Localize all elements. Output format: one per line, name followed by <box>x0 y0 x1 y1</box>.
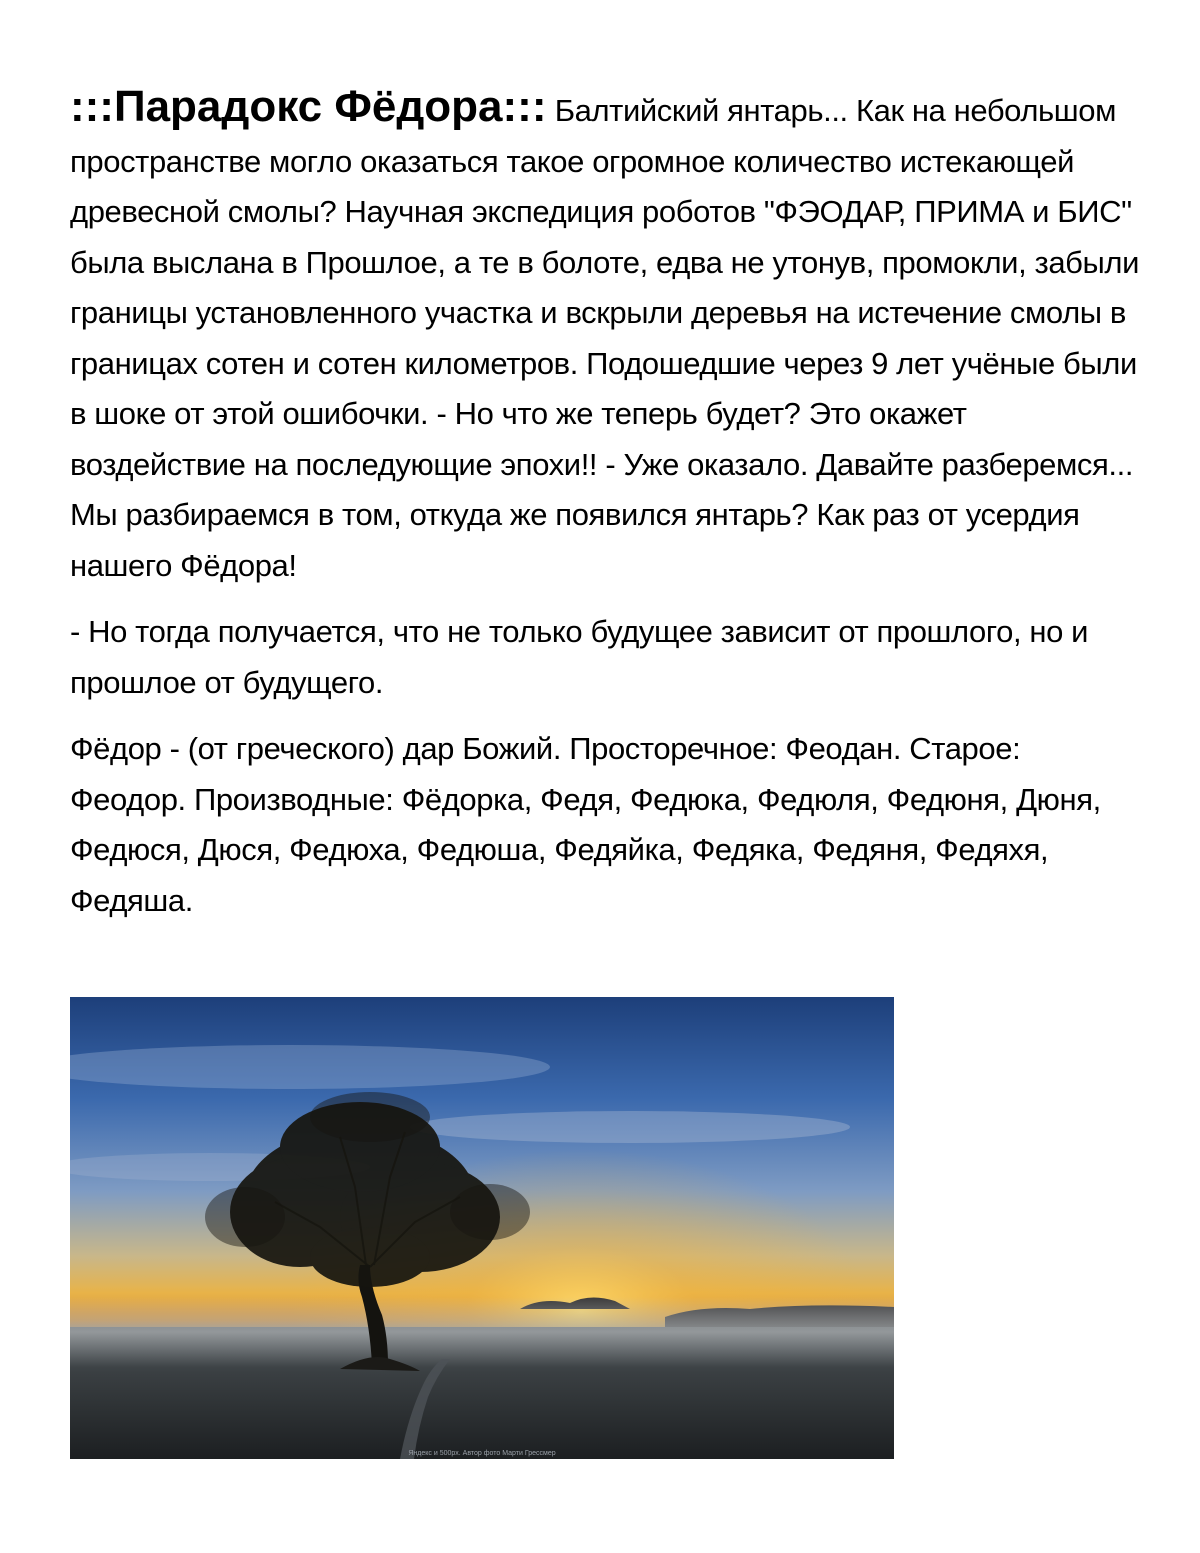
tree-at-sunrise-illustration <box>70 997 894 1459</box>
paragraph-3: Фёдор - (от греческого) дар Божий. Просторечное: Феодан. Старое: Феодор. Производные: Фёдорка, Федя, Федюка, Федюля, Федюня, Дюня, Федюся, Дюся, Федюха, Федюша, Федяйка, Федяка, Федяня, Федяхя, Федяша. <box>70 731 1101 918</box>
paragraph-1: Балтийский янтарь... Как на небольшом пространстве могло оказаться такое огромное количество истекающей древесной смолы? Научная экспедиция роботов "ФЭОДАР, ПРИМА и БИС" была выслана в Прошлое, а те в болоте, едва не утонув, промокли, забыли границы установленного участка и вскрыли деревья на истечение смолы в границах сотен и сотен километров. Подошедшие через 9 лет учёные были в шоке от этой ошибочки. - Но что же теперь будет? Это окажет воздействие на последующие эпохи!! - Уже оказало. Давайте разберемся... Мы разбираемся в том, откуда же появился янтарь? Как раз от усердия нашего Фёдора! <box>70 93 1140 583</box>
paragraph-2: - Но тогда получается, что не только будущее зависит от прошлого, но и прошлое от будущего. <box>70 614 1089 700</box>
landscape-photo <box>70 997 894 1459</box>
article-title: :::Парадокс Фёдора::: <box>70 82 547 131</box>
photo-credit: Яндекс и 500px. Автор фото Марти Грессмер <box>408 1450 556 1457</box>
article-body <box>70 82 1140 942</box>
intro-paragraph <box>70 82 1140 591</box>
